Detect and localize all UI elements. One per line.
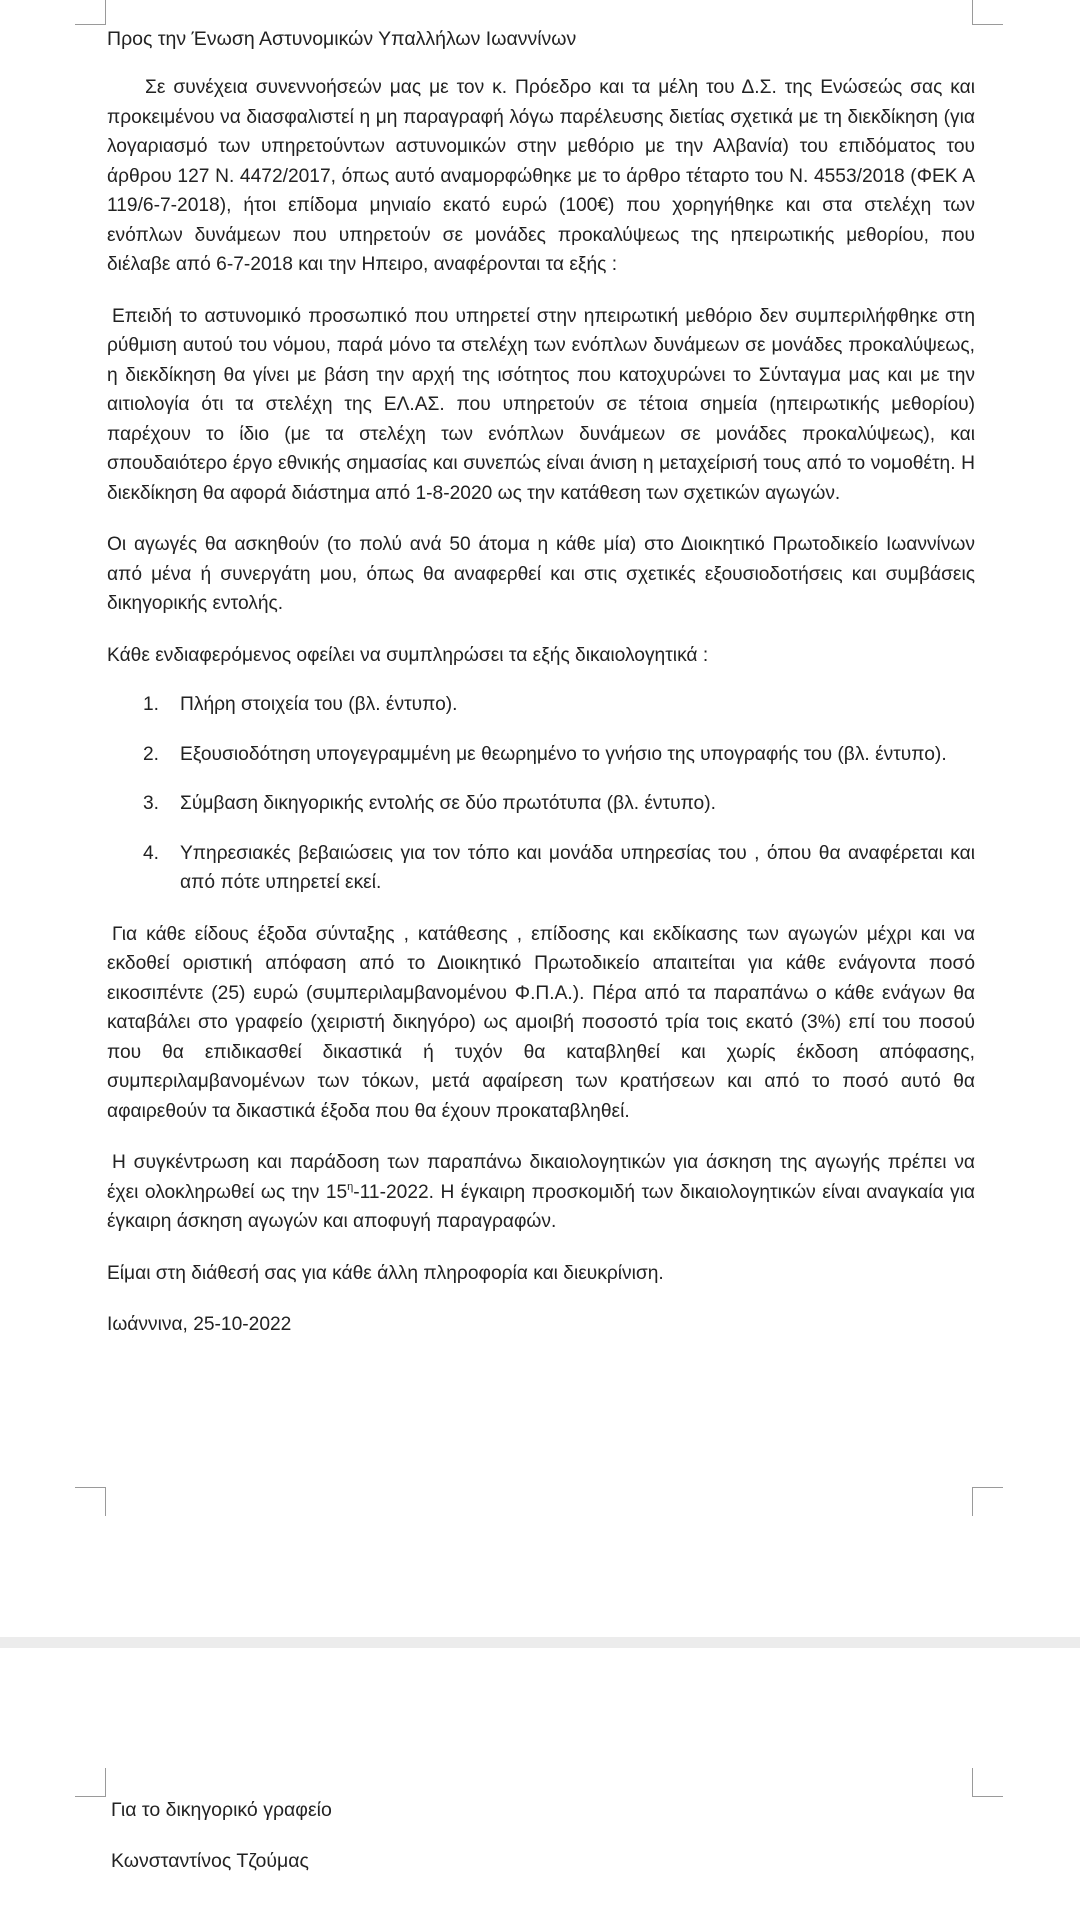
list-number: 2. — [143, 743, 160, 765]
date-place-line: Ιωάννινα, 25-10-2022 — [107, 1314, 292, 1335]
deadline-text-start: Η συγκέντρωση και παράδοση των παραπάνω δικαιολογητικών για άσκηση της αγωγής πρέπει να έχει ολοκληρωθεί ως την 15 — [107, 1152, 975, 1203]
page-corner-mark — [75, 1487, 106, 1516]
document-page-2 — [0, 1648, 1080, 1925]
document-recipient-heading: Προς την Ένωση Αστυνομικών Υπαλλήλων Ιωαννίνων — [107, 28, 577, 50]
list-item — [107, 690, 975, 720]
list-item — [107, 839, 975, 898]
paragraph-deadline — [107, 1148, 975, 1237]
deadline-text-end: -11-2022. Η έγκαιρη προσκομιδή των δικαιολογητικών είναι αναγκαία για έγκαιρη άσκηση αγωγών και αποφυγή παραγραφών. — [107, 1181, 976, 1232]
list-item-text: Υπηρεσιακές βεβαιώσεις για τον τόπο και μονάδα υπηρεσίας του , όπου θα αναφέρεται και από πότε υπηρετεί εκεί. — [180, 842, 975, 893]
requirements-list — [107, 690, 975, 898]
page-corner-mark — [972, 1487, 1003, 1516]
paragraph-requirements-intro: Κάθε ενδιαφερόμενος οφείλει να συμπληρώσει τα εξής δικαιολογητικά : — [107, 644, 709, 666]
paragraph-availability: Είμαι στη διάθεσή σας για κάθε άλλη πληροφορία και διευκρίνιση. — [107, 1262, 664, 1284]
list-item-text: Σύμβαση δικηγορικής εντολής σε δύο πρωτότυπα (βλ. έντυπο). — [180, 793, 716, 814]
page-corner-mark — [972, 0, 1003, 25]
list-item — [107, 740, 975, 770]
paragraph-lawsuits: Οι αγωγές θα ασκηθούν (το πολύ ανά 50 άτομα η κάθε μία) στο Διοικητικό Πρωτοδικείο Ιωαννίνων από μένα ή συνεργάτη μου, όπως θα αναφερθεί και στις σχετικές εξουσιοδοτήσεις και συμβάσεις δικηγορικής εντολής. — [107, 534, 975, 614]
page-corner-mark — [972, 1768, 1003, 1797]
paragraph-fees: Για κάθε είδους έξοδα σύνταξης , κατάθεσης , επίδοσης και εκδίκασης των αγωγών μέχρι και να εκδοθεί οριστική απόφαση από το Διοικητικό Πρωτοδικείο απαιτείται για κάθε ενάγοντα ποσό εικοσιπέντε (25) ευρώ (συμπεριλαμβανομένου Φ.Π.Α.). Πέρα από τα παραπάνω ο κάθε ενάγων θα καταβάλει στο γραφείο (χειριστή δικηγόρο) ως αμοιβή ποσοστό τρία τοις εκατό (3%) επί του ποσού που θα επιδικασθεί δικαστικά ή τυχόν θα καταβληθεί και χωρίς έκδοση απόφασης, συμπεριλαμβανομένων των τόκων, μετά αφαίρεση των κρατήσεων και από το ποσό αυτό θα αφαιρεθούν τα δικαστικά έξοδα που θα έχουν προκαταβληθεί. — [107, 923, 975, 1122]
signature-office-line: Για το δικηγορικό γραφείο — [111, 1799, 332, 1821]
list-item-text: Πλήρη στοιχεία του (βλ. έντυπο). — [180, 694, 458, 715]
signature-name: Κωνσταντίνος Τζούμας — [111, 1850, 309, 1872]
ordinal-superscript: η — [347, 1180, 354, 1193]
page-separator — [0, 1637, 1080, 1648]
list-item-text: Εξουσιοδότηση υπογεγραμμένη με θεωρημένο το γνήσιο της υπογραφής του (βλ. έντυπο). — [180, 743, 947, 765]
list-number: 4. — [143, 842, 160, 864]
paragraph-intro: Σε συνέχεια συνεννοήσεών μας με τον κ. Πρόεδρο και τα μέλη του Δ.Σ. της Ενώσεώς σας και προκειμένου να διασφαλιστεί η μη παραγραφή λόγω παρέλευσης διετίας σχετικά με τη διεκδίκηση (για λογαριασμό των υπηρετούντων αστυνομικών στην μεθόριο με την Αλβανία) του επιδόματος του άρθρου 127 Ν. 4472/2017, όπως αυτό αναμορφώθηκε με το άρθρο τέταρτο του Ν. 4553/2018 (ΦΕΚ Α 119/6-7-2018), ήτοι επίδομα μηνιαίο εκατό ευρώ (100€) που χορηγήθηκε και στα στελέχη των ενόπλων δυνάμεων που υπηρετούν σε μονάδες προκαλύψεως της ηπειρωτικής μεθορίου, που διέλαβε από 6-7-2018 και την Ηπειρο, αναφέρονται τα εξής : — [107, 77, 975, 275]
list-number: 3. — [143, 793, 160, 814]
paragraph-justification: Επειδή το αστυνομικό προσωπικό που υπηρετεί στην ηπειρωτική μεθόριο δεν συμπεριλήφθηκε στη ρύθμιση αυτού του νόμου, παρά μόνο τα στελέχη των ενόπλων δυνάμεων σε μονάδες προκαλύψεως, η διεκδίκηση θα γίνει με βάση την αρχή της ισότητος που κατοχυρώνει το Σύνταγμα μας και με την αιτιολογία ότι τα στελέχη της ΕΛ.ΑΣ. που υπηρετούν σε τέτοια σημεία (ηπειρωτικής μεθορίου) παρέχουν το ίδιο (με τα στελέχη των ενόπλων δυνάμεων σε μονάδες προκαλύψεως), και σπουδαιότερο έργο εθνικής σημασίας και συνεπώς είναι άνιση η μεταχείρισή τους από το νομοθέτη. Η διεκδίκηση θα αφορά διάστημα από 1-8-2020 ως την κατάθεση των σχετικών αγωγών. — [107, 305, 975, 504]
list-number: 1. — [143, 694, 160, 715]
page-corner-mark — [75, 1768, 106, 1797]
document-body — [107, 73, 975, 1362]
list-item — [107, 789, 975, 819]
page-corner-mark — [75, 0, 106, 25]
